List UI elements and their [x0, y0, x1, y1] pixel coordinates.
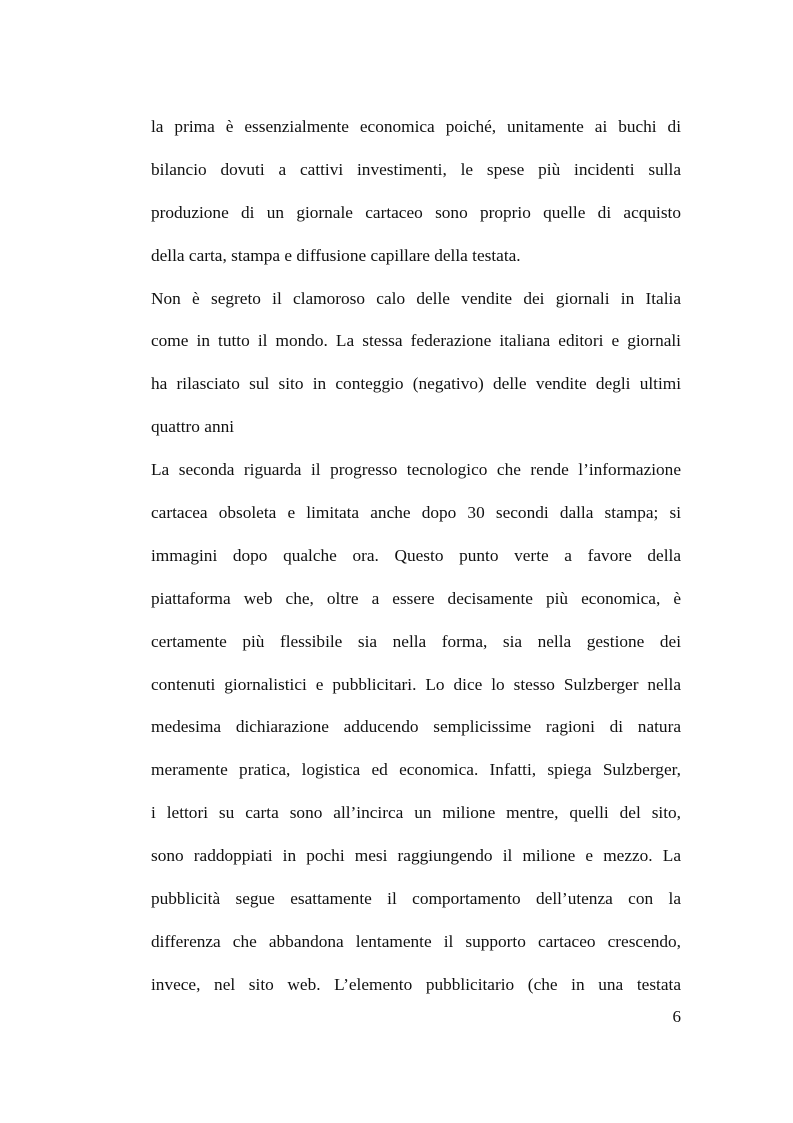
text-line: pubblicità segue esattamente il comportamento dell’utenza con la — [151, 889, 681, 909]
text-line: piattaforma web che, oltre a essere decisamente più economica, è — [151, 588, 681, 608]
text-line: bilancio dovuti a cattivi investimenti, le spese più incidenti sulla — [151, 159, 681, 179]
page-number: 6 — [672, 1007, 681, 1026]
text-line: immagini dopo qualche ora. Questo punto verte a favore della — [151, 545, 681, 565]
text-line: contenuti giornalistici e pubblicitari. Lo dice lo stesso Sulzberger nella — [151, 674, 681, 694]
text-line: produzione di un giornale cartaceo sono proprio quelle di acquisto — [151, 202, 681, 222]
body-text — [151, 112, 681, 1013]
text-line-paragraph-end: della carta, stampa e diffusione capillare della testata. — [151, 245, 521, 265]
text-line: la prima è essenzialmente economica poiché, unitamente ai buchi di — [151, 117, 681, 136]
text-line: ha rilasciato sul sito in conteggio (negativo) delle vendite degli ultimi — [151, 374, 681, 394]
text-line: La seconda riguarda il progresso tecnologico che rende l’informazione — [151, 460, 681, 480]
text-line: differenza che abbandona lentamente il supporto cartaceo crescendo, — [151, 931, 681, 951]
text-line: certamente più flessibile sia nella forma, sia nella gestione dei — [151, 631, 681, 651]
text-line: sono raddoppiati in pochi mesi raggiungendo il milione e mezzo. La — [151, 846, 681, 866]
text-line: invece, nel sito web. L’elemento pubblicitario (che in una testata — [151, 974, 681, 994]
text-line: medesima dichiarazione adducendo semplicissime ragioni di natura — [151, 717, 681, 737]
text-line: cartacea obsoleta e limitata anche dopo 30 secondi dalla stampa; si — [151, 503, 681, 523]
text-line: Non è segreto il clamoroso calo delle vendite dei giornali in Italia — [151, 288, 681, 308]
text-line: come in tutto il mondo. La stessa federazione italiana editori e giornali — [151, 331, 681, 351]
text-line: i lettori su carta sono all’incirca un milione mentre, quelli del sito, — [151, 803, 681, 823]
text-line: meramente pratica, logistica ed economica. Infatti, spiega Sulzberger, — [151, 760, 681, 780]
text-line-paragraph-end: quattro anni — [151, 417, 235, 437]
